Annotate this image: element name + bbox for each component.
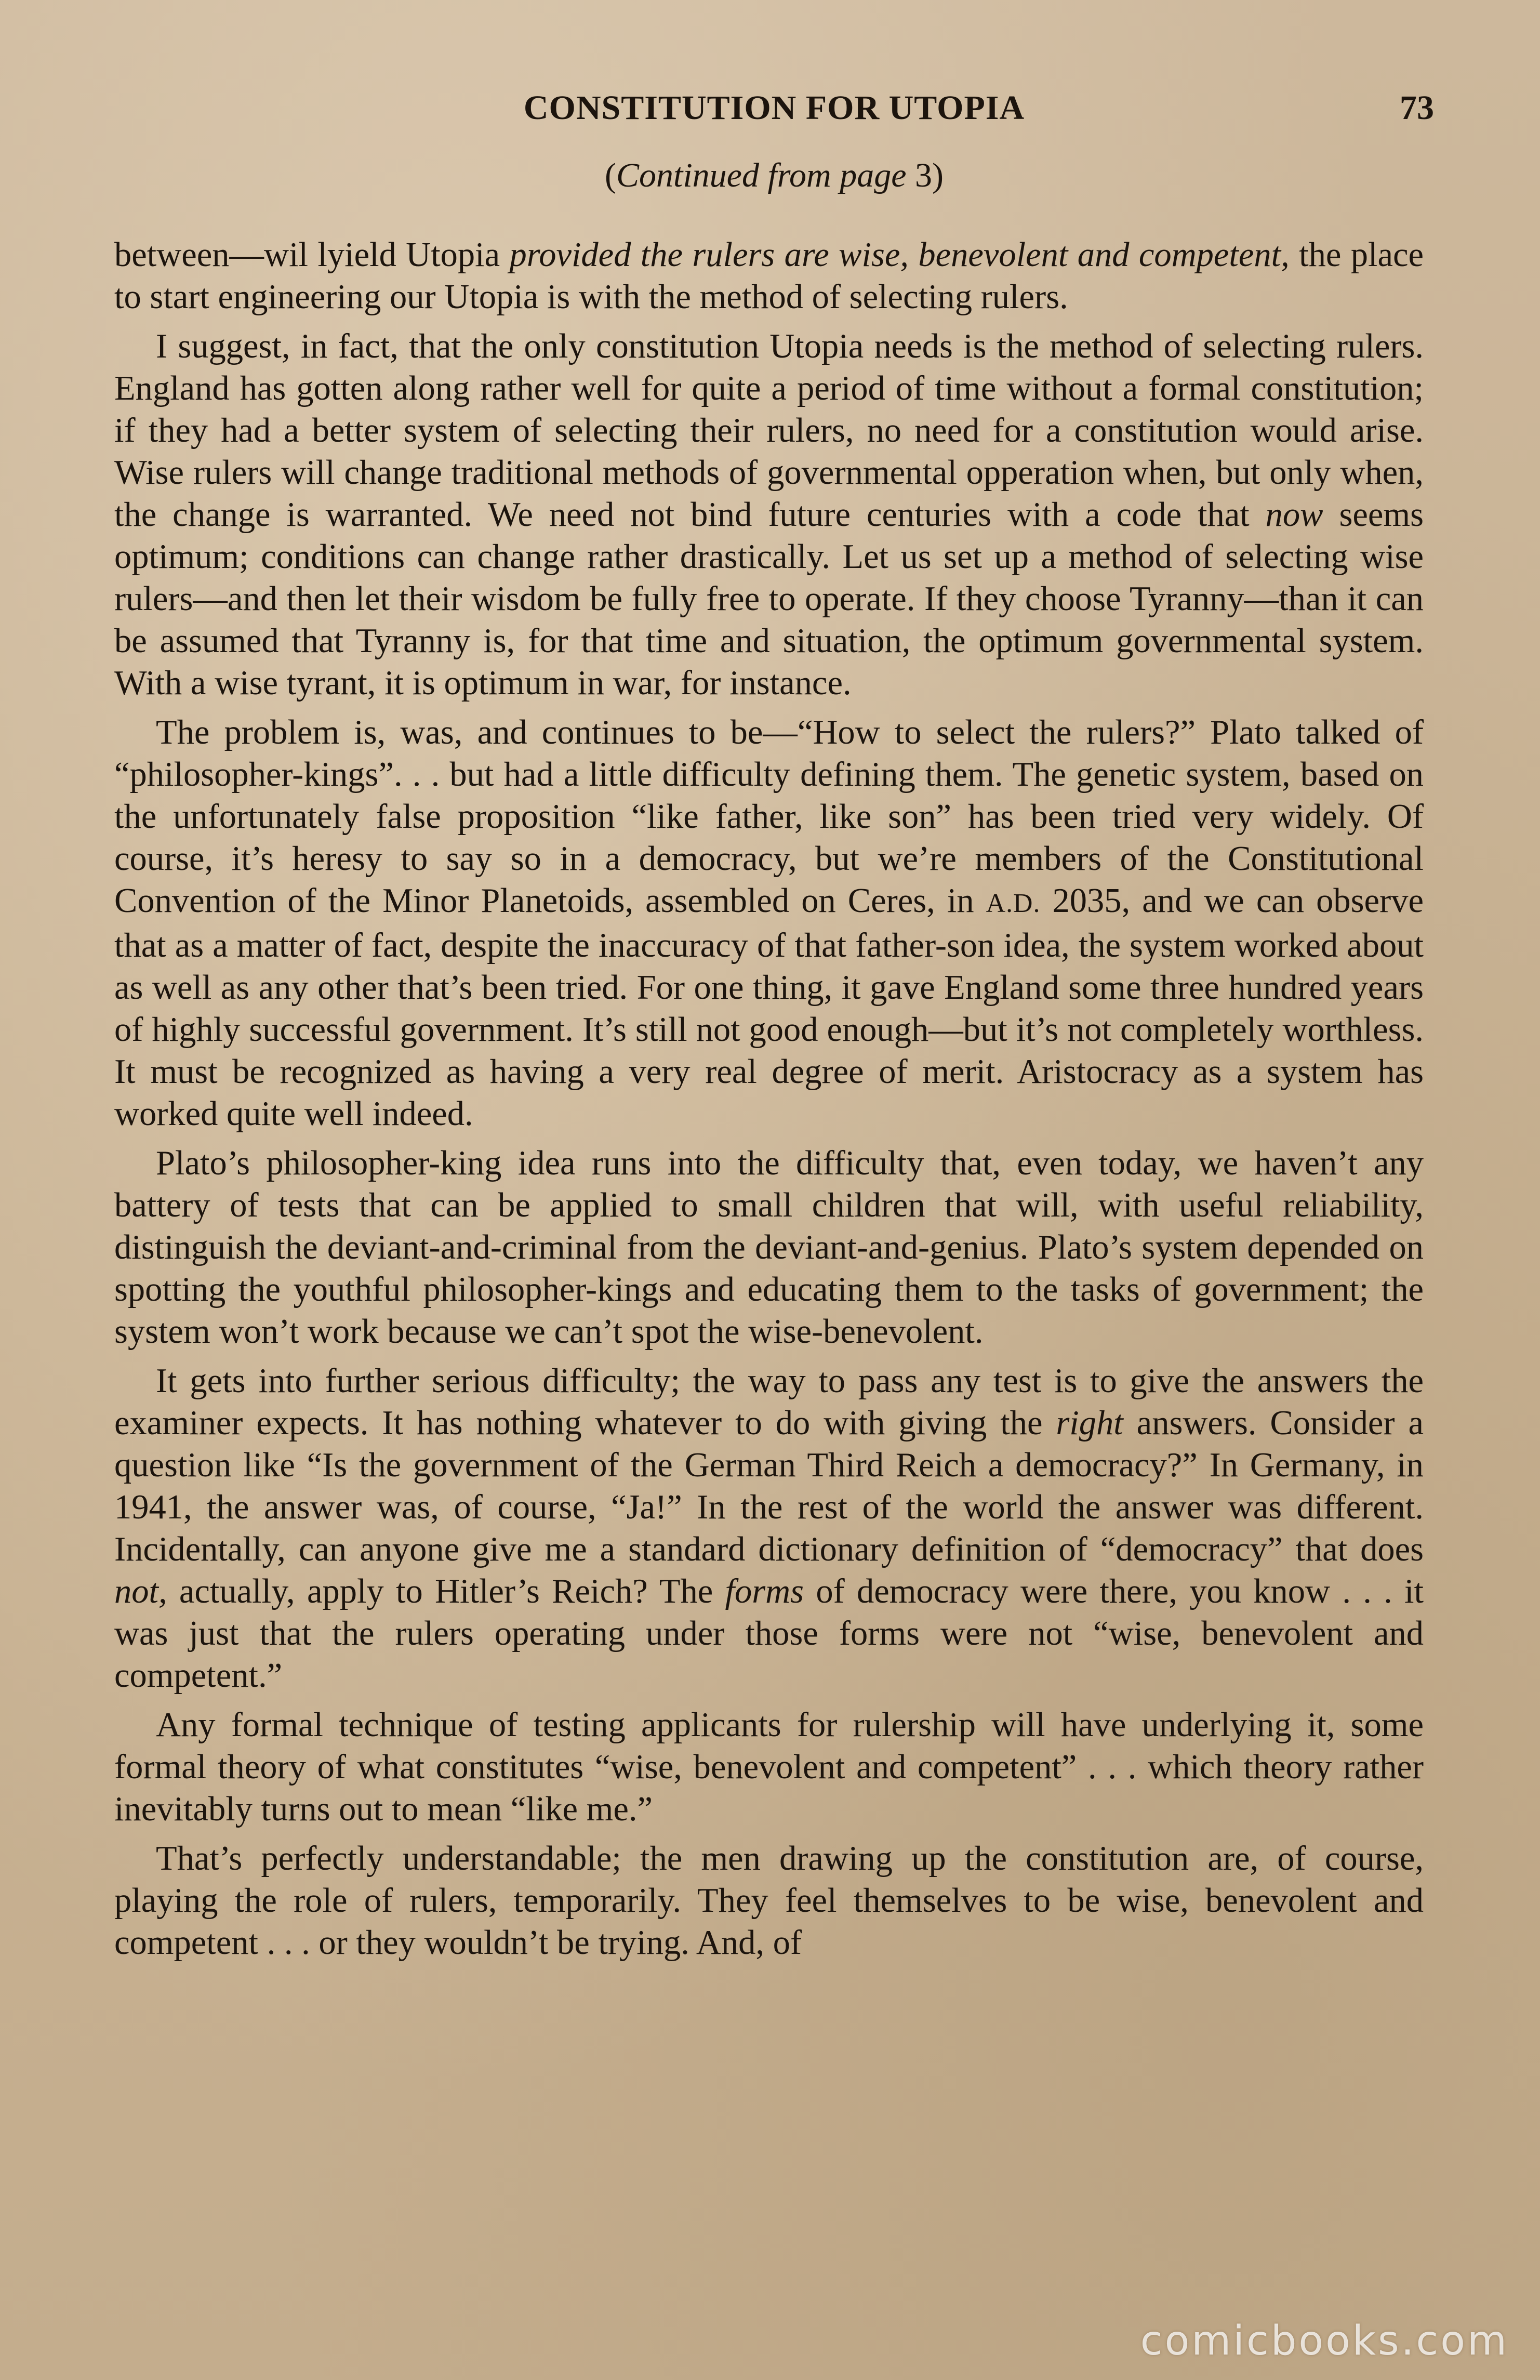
running-title: CONSTITUTION FOR UTOPIA (523, 89, 1025, 127)
text-run: between—wil lyield Utopia (114, 236, 510, 274)
continued-note (114, 156, 1434, 195)
italic-phrase: forms (725, 1572, 804, 1610)
small-caps-phrase: A.D. (986, 889, 1041, 918)
text-run: It gets into further serious difficulty; the way to pass any test is to give the answers the examiner expects. It has nothing whatever to do with giving the (114, 1362, 1424, 1442)
italic-phrase: now (1265, 496, 1323, 534)
italic-phrase: provided the rulers are wise, benevolent and competent, (509, 236, 1290, 274)
text-run: I suggest, in fact, that the only constitution Utopia needs is the method of selecting rulers. England has gotten along rather well for quite a period of time without a formal constitution; if they had a better system of selecting their rulers, no need for a constitution would arise. Wise rulers will change traditional methods of governmental opperation when, but only when, the change is warranted. We need not bind future centuries with a code that (114, 327, 1424, 534)
text-run: 2035, and we can observe that as a matter of fact, despite the inaccuracy of that father-son idea, the system worked about as well as any other that’s been tried. For one thing, it gave England some three hundred years of highly successful government. It’s still not good enough—but it’s not completely worthless. It must be recognized as having a very real degree of merit. Aristocracy as a system has worked quite well indeed. (114, 882, 1424, 1133)
running-header (114, 78, 1434, 140)
italic-phrase: right (1056, 1404, 1123, 1442)
body-paragraph (114, 325, 1424, 704)
body-paragraph (114, 1142, 1424, 1353)
text-run: That’s perfectly understandable; the men drawing up the constitution are, of course, playing the role of rulers, temporarily. They feel themselves to be wise, benevolent and competent . . . or they wouldn’t be trying. And, of (114, 1840, 1424, 1962)
site-watermark: comicbooks.com (1140, 2318, 1509, 2364)
page-number: 73 (1400, 89, 1434, 127)
text-run: The problem is, was, and continues to be—“How to select the rulers?” Plato talked of “philosopher-kings”. . . but had a little difficulty defining them. The genetic system, based on the unfortunately false proposition “like father, like son” has been tried very widely. Of course, it’s heresy to say so in a democracy, but we’re members of the Constitutional Convention of the Minor Planetoids, assembled on Ceres, in (114, 713, 1424, 920)
body-paragraph (114, 711, 1424, 1135)
continued-open-paren: ( (605, 156, 616, 194)
body-paragraph (114, 234, 1424, 318)
article-body (114, 234, 1424, 1971)
continued-label: Continued from page (616, 156, 907, 194)
text-run: of democracy were there, you know . . . it was just that the rulers operating under those forms were not “wise, benevolent and competent.” (114, 1572, 1424, 1695)
text-run: seems optimum; conditions can change rather drastically. Let us set up a method of selecting wise rulers—and then let their wisdom be fully free to operate. If they choose Tyranny—than it can be assumed that Tyranny is, for that time and situation, the optimum governmental system. With a wise tyrant, it is optimum in war, for instance. (114, 496, 1424, 702)
text-run: Any formal technique of testing applicants for rulership will have underlying it, some formal theory of what constitutes “wise, benevolent and competent” . . . which theory rather inevitably turns out to mean “like me.” (114, 1706, 1424, 1828)
text-run: the place to start engineering our Utopia is with the method of selecting rulers. (114, 236, 1424, 316)
italic-phrase: not, (114, 1572, 167, 1610)
body-paragraph (114, 1704, 1424, 1830)
body-paragraph (114, 1360, 1424, 1697)
text-run: Plato’s philosopher-king idea runs into the difficulty that, even today, we haven’t any battery of tests that can be applied to small children that will, with useful reliability, distinguish the deviant-and-criminal from the deviant-and-genius. Plato’s system depended on spotting the youthful philosopher-kings and educating them to the tasks of government; the system won’t work because we can’t spot the wise-benevolent. (114, 1144, 1424, 1351)
body-paragraph (114, 1837, 1424, 1964)
text-run: answers. Consider a question like “Is the government of the German Third Reich a democracy?” In Germany, in 1941, the answer was, of course, “Ja!” In the rest of the world the answer was different. Incidentally, can anyone give me a standard dictionary definition of “democracy” that does (114, 1404, 1424, 1568)
text-run: actually, apply to Hitler’s Reich? The (167, 1572, 725, 1610)
continued-rest: 3) (906, 156, 944, 194)
